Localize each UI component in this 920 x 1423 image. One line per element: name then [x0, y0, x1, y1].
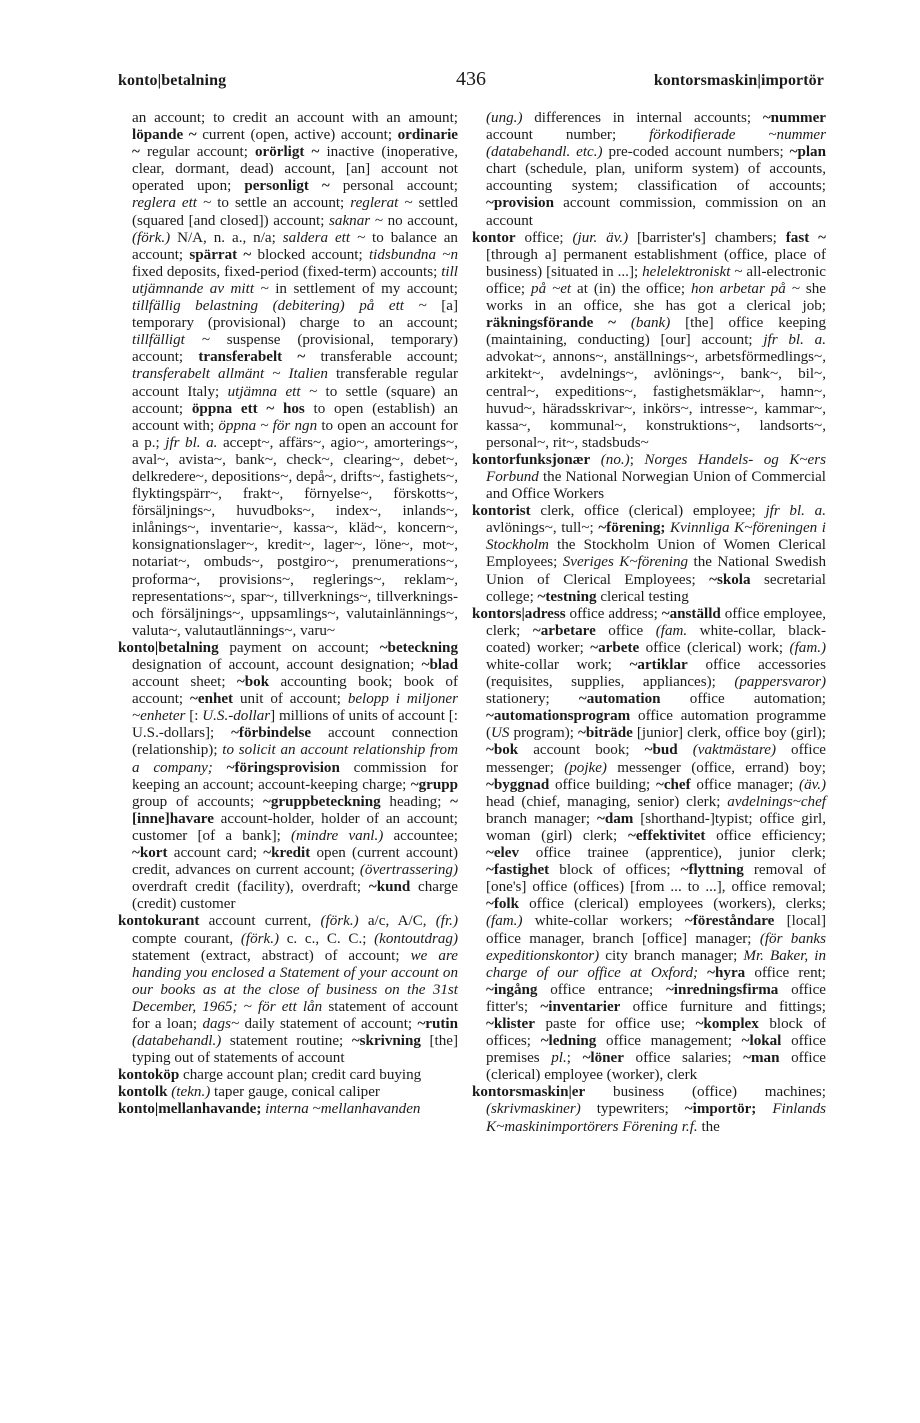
entry-continuation: an account; to credit an account with an amount; löpande ~ current (open, active) account; ordinarie ~ regular account; orörligt ~ inactive (inoperative, clear, dormant, dead) account, [an] account not operated upon; personligt ~ personal account; reglera ett ~ to settle an account; reglerat ~ settled (squared [and closed]) account; saknar ~ no account, (förk.) N/A, n. a., n/a; saldera ett ~ to balance an account; spärrat ~ blocked account; tidsbundna ~n fixed deposits, fixed-period (fixed-term) accounts; till utjämnande av mitt ~ in settlement of my account; tillfällig belastning (debitering) på ett ~ [a] temporary (provisional) charge to an account; tillfälligt ~ suspense (provisional, temporary) account; transferabelt ~ transferable account; transferabelt allmänt ~ Italien transferable regular account Italy; utjämna ett ~ to settle (square) an account; öppna ett ~ hos to open (establish) an account with; öppna ~ för ngn to open an account for a p.; jfr bl. a. accept~, affärs~, agio~, amorterings~, aval~, avista~, bank~, check~, clearing~, debet~, delkredere~, depositions~, depå~, drifts~, fastighets~, flyktingspärr~, frakt~, förnyelse~, förskotts~, försäljnings~, huvudboks~, index~, inlands~, inlånings~, inventarie~, kassa~, kläd~, koncern~, konsignationslager~, kredit~, lager~, löne~, mot~, notariat~, ombuds~, postgiro~, prenumerations~, proforma~, provisions~, reglerings~, reklam~, representations~, spar~, tillverknings~, tillverknings- och försäljnings~, uppsamlings~, valutainlännings~, valuta~, valutautlännings~, varu~ [132, 110, 459, 639]
left-column [118, 110, 458, 1119]
running-header [118, 68, 824, 98]
right-guide-word: kontorsmaskin|importör [653, 72, 824, 89]
dictionary-entry: konto|mellanhavande; interna ~mellanhavanden [118, 1101, 421, 1118]
dictionary-entry: kontors|adress office address; ~anställd office employee, clerk; ~arbetare office (fam. white-collar, black-coated) worker; ~arbete office (clerical) work; (fam.) white-collar work; ~artiklar office accessories (requisites, supplies, appliances); (pappersvaror) stationery; ~automation office automation; ~automationsprogram office automation programme (US program); ~biträde [junior] clerk, office boy (girl); ~bok account book; ~bud (vaktmästare) office messenger; (pojke) messenger (office, errand) boy; ~byggnad office building; ~chef office manager; (äv.) head (chief, managing, senior) clerk; avdelnings~chef branch manager; ~dam [shorthand-]typist; office girl, woman (girl) clerk; ~effektivitet office efficiency; ~elev office trainee (apprentice), junior clerk; ~fastighet block of offices; ~flyttning removal of [one's] office (offices) [from ... to ...], office removal; ~folk office (clerical) employees (workers), clerks; (fam.) white-collar workers; ~föreståndare [local] office manager, branch [office] manager; (för banks expeditionskontor) city branch manager; Mr. Baker, in charge of our office at Oxford; ~hyra office rent; ~ingång office entrance; ~inredningsfirma office fitter's; ~inventarier office furniture and fittings; ~klister paste for office use; ~komplex block of offices; ~ledning office management; ~lokal office premises pl.; ~löner office salaries; ~man office (clerical) employee (worker), clerk [472, 605, 827, 1084]
right-column [472, 110, 826, 1136]
left-guide-word: konto|betalning [118, 72, 227, 89]
dictionary-entry: kontor office; (jur. äv.) [barrister's] chambers; fast ~ [through a] permanent establishment (office, place of business) [situated in ...]; helelektroniskt ~ all-electronic office; på ~et at (in) the office; hon arbetar på ~ she works in an office, she has got a clerical job; räkningsförande ~ (bank) [the] office keeping (maintaining, conducting) [our] account; jfr bl. a. advokat~, annons~, anställnings~, arbetsförmedlings~, arkitekt~, avdelnings~, avlönings~, bank~, bil~, central~, expeditions~, fastighetsmäklar~, hamn~, huvud~, häradsskrivar~, inkörs~, intresse~, kammar~, kassa~, kommunal~, konstruktions~, landsorts~, personal~, rit~, stadsbuds~ [472, 229, 826, 451]
dictionary-entry: kontorsmaskin|er business (office) machines; (skrivmaskiner) typewriters; ~importör; Finlands K~maskinimportörers Förening r.f. the [472, 1084, 826, 1135]
dictionary-entry: kontokurant account current, (förk.) a/c, A/C, (fr.) compte courant, (förk.) c. c., C. C.; (kontoutdrag) statement (extract, abstract) of account; we are handing you enclosed a Statement of your account on our books as at the close of business on the 31st December, 1965; ~ för ett lån statement of account for a loan; dags~ daily statement of account; ~rutin (databehandl.) statement routine; ~skrivning [the] typing out of statements of account [118, 913, 459, 1067]
dictionary-entry: konto|betalning payment on account; ~beteckning designation of account, account designation; ~blad account sheet; ~bok accounting book; book of account; ~enhet unit of account; belopp i miljoner ~enheter [: U.S.-dollar] millions of units of account [: U.S.-dollars]; ~förbindelse account connection (relationship); to solicit an account relationship from a company; ~föringsprovision commission for keeping an account; account-keeping charge; ~grupp group of accounts; ~gruppbeteckning heading; ~[inne]havare account-holder, holder of an account; customer [of a bank]; (mindre vanl.) accountee; ~kort account card; ~kredit open (current account) credit, advances on current account; (övertrassering) overdraft credit (facility), overdraft; ~kund charge (credit) customer [118, 639, 459, 913]
entry-continuation: (ung.) differences in internal accounts; ~nummer account number; förkodifierade ~nummer (databehandl. etc.) pre-coded account numbers; ~plan chart (schedule, plan, uniform system) of accounts, accounting system; classification of accounts; ~provision account commission, commission on an account [486, 110, 827, 229]
dictionary-entry: kontorist clerk, office (clerical) employee; jfr bl. a. avlönings~, tull~; ~förening; Kvinnliga K~föreningen i Stockholm the Stockholm Union of Women Clerical Employees; Sveriges K~förening the National Swedish Union of Clerical Employees; ~skola secretarial college; ~testning clerical testing [472, 503, 826, 605]
dictionary-entry: kontoköp charge account plan; credit card buying [118, 1067, 422, 1084]
page-number: 436 [456, 68, 486, 90]
dictionary-entry: kontolk (tekn.) taper gauge, conical caliper [118, 1084, 380, 1101]
dictionary-entry: kontorfunksjonær (no.); Norges Handels- og K~ers Forbund the National Norwegian Union of Commercial and Office Workers [472, 451, 826, 503]
